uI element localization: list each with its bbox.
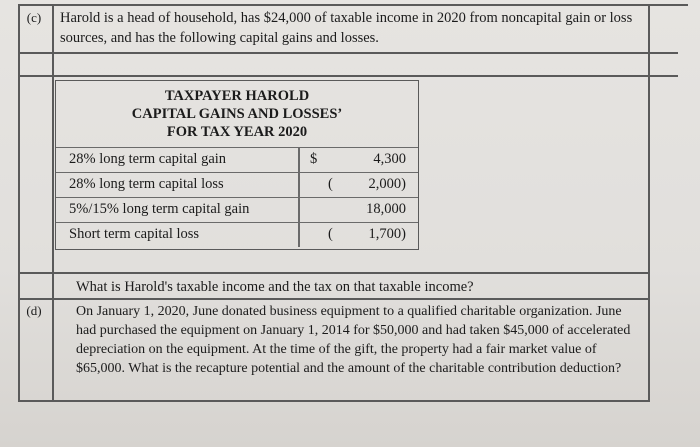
row-description: 28% long term capital gain [69,151,227,167]
column-divider [298,223,300,247]
column-divider [298,173,300,197]
grid-line [18,4,20,402]
table-title-line1: TAXPAYER HAROLD [164,88,310,104]
grid-line [648,4,650,402]
row-amount: 2,000) [368,176,406,192]
table-row [56,172,418,197]
table-title-line2: CAPITAL GAINS AND LOSSES’ [131,106,343,122]
grid-line [52,4,54,402]
table-row [56,197,418,222]
row-description: 28% long term capital loss [69,176,224,192]
table-row [56,147,418,172]
row-symbol: ( [328,226,333,242]
grid-line [18,272,648,274]
grid-line [18,75,678,77]
row-description: 5%/15% long term capital gain [69,201,250,217]
capital-gains-table [55,80,419,250]
row-symbol: ( [328,176,333,192]
grid-line [18,400,648,402]
column-divider [298,148,300,172]
row-description: Short term capital loss [69,226,200,242]
column-divider [298,198,300,222]
row-amount: 18,000 [366,201,406,217]
grid-line [18,298,648,300]
part-d-label: (d) [26,303,42,318]
table-row [56,222,418,247]
part-d-text: On January 1, 2020, June donated business equipment to a qualified charitable organization. June had purchased the equipment on January 1, 2014 for $50,000 and had taken $45,000 of accelerated depreciation on the equipment. At the time of the gift, the property had a fair market value of $65,000. What is the recapture potential and the amount of the charitable contribution deduction? [76,304,631,376]
grid-line [18,4,688,6]
part-c-label: (c) [26,10,42,25]
part-c-question: What is Harold's taxable income and the tax on that taxable income? [76,279,474,295]
row-amount: 1,700) [368,226,406,242]
row-amount: 4,300 [373,151,406,167]
row-symbol: $ [310,151,318,167]
table-title [56,87,418,141]
grid-line [18,52,678,54]
table-title-line3: FOR TAX YEAR 2020 [166,124,308,140]
part-c-intro: Harold is a head of household, has $24,000 of taxable income in 2020 from noncapital gain or loss sources, and has the following capital gains and losses. [60,10,633,46]
